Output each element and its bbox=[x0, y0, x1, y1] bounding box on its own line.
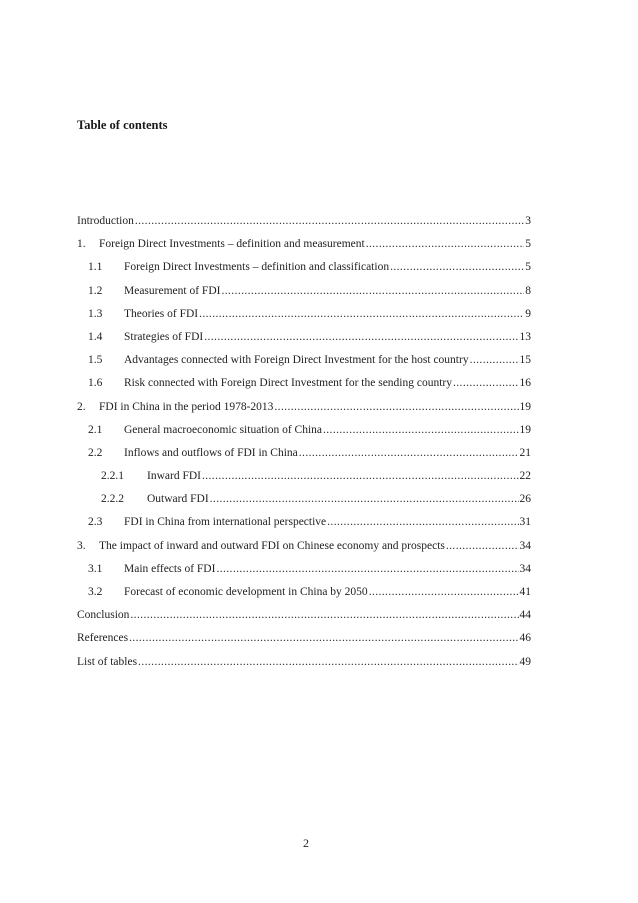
toc-entry[interactable] bbox=[77, 330, 531, 353]
toc-entry[interactable] bbox=[77, 469, 531, 492]
toc-dot-leader bbox=[369, 585, 519, 599]
toc-entry-page: 49 bbox=[519, 655, 531, 668]
toc-dot-leader bbox=[221, 284, 524, 298]
toc-dot-leader bbox=[129, 631, 518, 645]
toc-dot-leader bbox=[446, 539, 519, 553]
toc-dot-leader bbox=[366, 237, 525, 251]
toc-entry-number: 1.6 bbox=[88, 377, 103, 390]
toc-entry-page: 19 bbox=[519, 400, 531, 413]
toc-entry-page: 34 bbox=[519, 562, 531, 575]
toc-entry[interactable] bbox=[77, 562, 531, 585]
toc-dot-leader bbox=[130, 608, 518, 622]
toc-entry[interactable] bbox=[77, 539, 531, 562]
toc-entry-page: 9 bbox=[525, 307, 531, 320]
toc-entry-title: Conclusion bbox=[77, 609, 130, 622]
toc-entry-page: 13 bbox=[519, 330, 531, 343]
toc-entry[interactable] bbox=[77, 655, 531, 678]
toc-entry-page: 5 bbox=[525, 238, 531, 251]
toc-entry[interactable] bbox=[77, 515, 531, 538]
toc-entry-number: 1.4 bbox=[88, 330, 103, 343]
toc-entry-title: Inward FDI bbox=[147, 470, 201, 483]
toc-entry-title: The impact of inward and outward FDI on Chinese economy and prospects bbox=[99, 539, 445, 552]
toc-dot-leader bbox=[202, 469, 519, 483]
toc-entry-page: 15 bbox=[519, 354, 531, 367]
toc-entry-number: 1.5 bbox=[88, 354, 103, 367]
toc-entry-number: 2.2.2 bbox=[101, 493, 124, 506]
toc-entry-title: Foreign Direct Investments – definition and classification bbox=[124, 261, 390, 274]
toc-entry[interactable] bbox=[77, 284, 531, 307]
toc-entry-title: FDI in China from international perspective bbox=[124, 516, 327, 529]
toc-entry-page: 46 bbox=[519, 632, 531, 645]
toc-entry-number: 2.2.1 bbox=[101, 470, 124, 483]
toc-entry-page: 31 bbox=[519, 516, 531, 529]
toc-entry-title: References bbox=[77, 632, 129, 645]
toc-dot-leader bbox=[390, 260, 524, 274]
toc-entry[interactable] bbox=[77, 400, 531, 423]
toc-entry-title: Theories of FDI bbox=[124, 307, 199, 320]
toc-dot-leader bbox=[138, 655, 518, 669]
page-number: 2 bbox=[303, 836, 309, 850]
toc-entry-title: Introduction bbox=[77, 215, 134, 227]
toc-entry-page: 3 bbox=[525, 215, 531, 227]
toc-entry-page: 8 bbox=[525, 284, 531, 297]
toc-entry-number: 2.2 bbox=[88, 446, 103, 459]
toc-dot-leader bbox=[135, 214, 524, 228]
toc-entry-number: 1.1 bbox=[88, 261, 103, 274]
toc-entry[interactable] bbox=[77, 492, 531, 515]
table-of-contents bbox=[77, 214, 531, 678]
toc-entry-number: 2.3 bbox=[88, 516, 103, 529]
toc-entry-number: 1. bbox=[77, 238, 86, 251]
toc-entry[interactable] bbox=[77, 214, 531, 237]
toc-entry-number: 3.1 bbox=[88, 562, 103, 575]
toc-entry[interactable] bbox=[77, 608, 531, 631]
toc-entry-page: 5 bbox=[525, 261, 531, 274]
toc-entry-title: Main effects of FDI bbox=[124, 562, 216, 575]
toc-entry-page: 22 bbox=[519, 470, 531, 483]
toc-dot-leader bbox=[323, 423, 519, 437]
toc-entry[interactable] bbox=[77, 307, 531, 330]
toc-dot-leader bbox=[216, 562, 518, 576]
toc-dot-leader bbox=[210, 492, 519, 506]
toc-dot-leader bbox=[204, 330, 518, 344]
toc-entry[interactable] bbox=[77, 585, 531, 608]
toc-entry-page: 21 bbox=[519, 446, 531, 459]
toc-entry-page: 19 bbox=[519, 423, 531, 436]
toc-entry-title: General macroeconomic situation of China bbox=[124, 423, 322, 436]
toc-entry-page: 41 bbox=[519, 586, 531, 598]
toc-entry[interactable] bbox=[77, 631, 531, 654]
toc-entry-title: Forecast of economic development in China by 2050 bbox=[124, 586, 368, 598]
toc-entry-title: Measurement of FDI bbox=[124, 284, 221, 297]
toc-entry[interactable] bbox=[77, 237, 531, 260]
toc-entry-page: 26 bbox=[519, 493, 531, 506]
toc-entry[interactable] bbox=[77, 353, 531, 376]
toc-entry-number: 1.3 bbox=[88, 307, 103, 320]
toc-entry[interactable] bbox=[77, 446, 531, 469]
toc-dot-leader bbox=[299, 446, 519, 460]
toc-dot-leader bbox=[327, 515, 518, 529]
toc-entry[interactable] bbox=[77, 423, 531, 446]
toc-entry-number: 2.1 bbox=[88, 423, 103, 436]
toc-entry-title: Strategies of FDI bbox=[124, 330, 204, 343]
toc-dot-leader bbox=[453, 376, 519, 390]
toc-entry-title: FDI in China in the period 1978-2013 bbox=[99, 400, 274, 413]
toc-entry-number: 3.2 bbox=[88, 586, 103, 598]
toc-dot-leader bbox=[470, 353, 519, 367]
toc-entry-title: Inflows and outflows of FDI in China bbox=[124, 446, 298, 459]
toc-entry[interactable] bbox=[77, 260, 531, 283]
toc-entry-title: Risk connected with Foreign Direct Investment for the sending country bbox=[124, 377, 452, 390]
toc-entry-page: 16 bbox=[519, 377, 531, 390]
toc-entry-title: Foreign Direct Investments – definition and measurement bbox=[99, 238, 365, 251]
toc-dot-leader bbox=[199, 307, 524, 321]
toc-entry-title: Advantages connected with Foreign Direct Investment for the host country bbox=[124, 354, 469, 367]
toc-entry-title: Outward FDI bbox=[147, 493, 209, 506]
toc-entry-page: 34 bbox=[519, 539, 531, 552]
toc-heading: Table of contents bbox=[77, 118, 168, 132]
toc-entry-page: 44 bbox=[519, 609, 531, 622]
toc-entry-number: 3. bbox=[77, 539, 86, 552]
toc-entry-number: 1.2 bbox=[88, 284, 103, 297]
toc-entry[interactable] bbox=[77, 376, 531, 399]
toc-entry-title: List of tables bbox=[77, 655, 138, 668]
toc-dot-leader bbox=[274, 400, 518, 414]
toc-entry-number: 2. bbox=[77, 400, 86, 413]
